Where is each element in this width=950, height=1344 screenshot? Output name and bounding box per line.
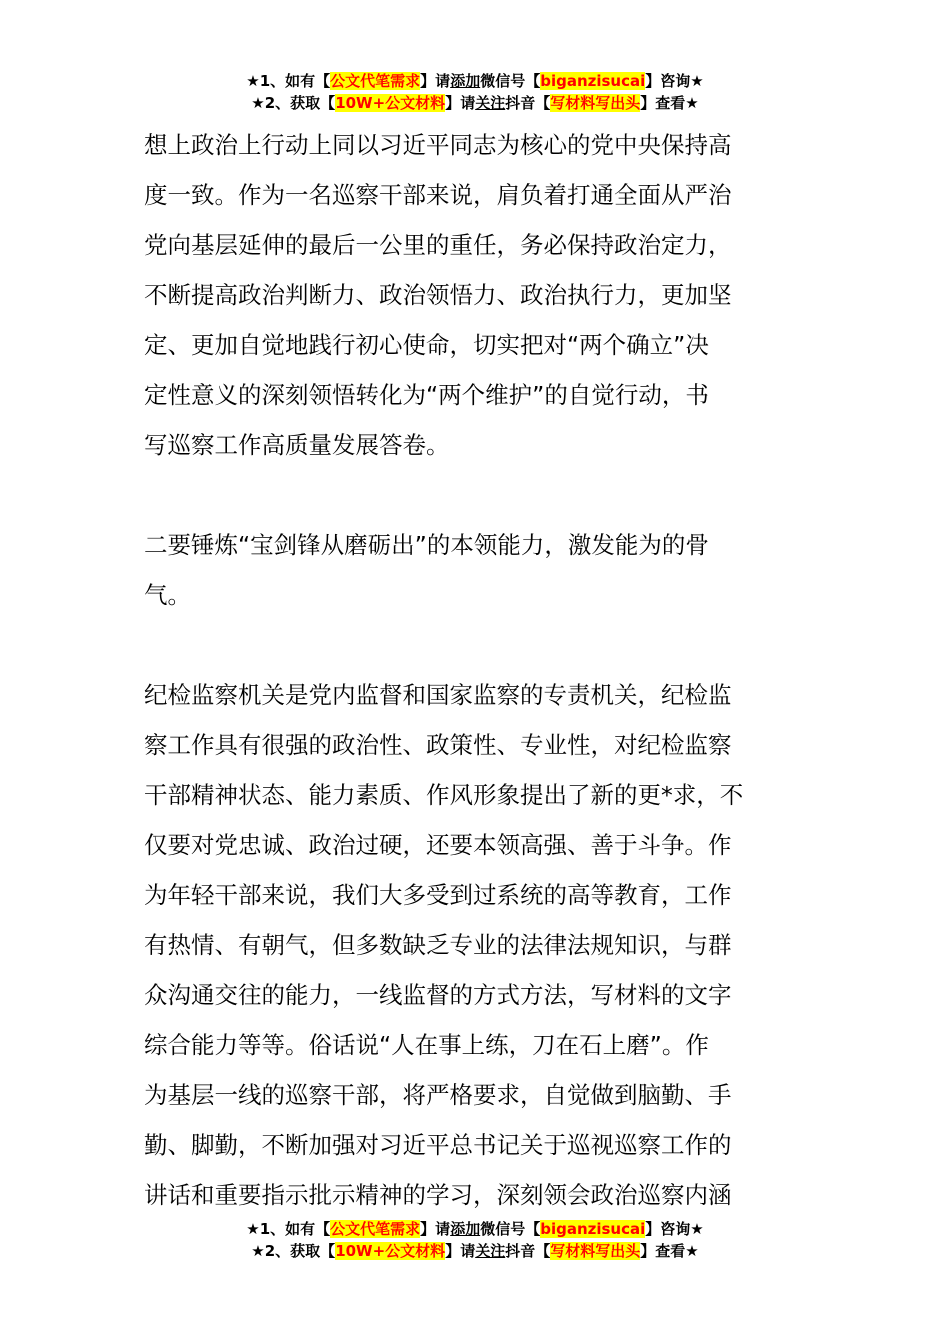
banner-text: 微信号【 [480,72,541,90]
text-line: 定性意义的深刻领悟转化为“两个维护”的自觉行动，书 [144,381,709,409]
text-line: 讲话和重要指示批示精神的学习，深刻领会政治巡察内涵 [144,1181,732,1209]
text-line: 为年轻干部来说，我们大多受到过系统的高等教育，工作 [144,881,732,909]
document-body [144,120,809,1220]
highlight-wechat-id: biganzisucai [540,72,646,90]
paragraph-1 [144,120,809,470]
paragraph-2-heading [144,520,809,620]
text-line: 察工作具有很强的政治性、政策性、专业性，对纪检监察 [144,731,732,759]
bottom-banner [0,1218,950,1262]
highlight-materials: 10W+公文材料 [335,1242,446,1260]
text-line: 写巡察工作高质量发展答卷。 [144,431,450,459]
banner-text: 抖音【 [505,1242,551,1260]
text-line: 众沟通交往的能力，一线监督的方式方法，写材料的文字 [144,981,732,1009]
text-line: 二要锤炼“宝剑锋从磨砺出”的本领能力，激发能为的骨 [144,531,709,559]
text-line: 有热情、有朝气，但多数缺乏专业的法律法规知识，与群 [144,931,732,959]
banner-line-1 [0,1218,950,1240]
text-line: 不断提高政治判断力、政治领悟力、政治执行力，更加坚 [144,281,732,309]
highlight-materials: 10W+公文材料 [335,94,446,112]
highlight-service: 公文代笔需求 [330,1220,421,1238]
banner-line-2 [0,1240,950,1262]
text-line: 气。 [144,581,191,609]
banner-underlined-text: 关注 [475,1242,506,1260]
text-line: 仅要对党忠诚、政治过硬，还要本领高强、善于斗争。作 [144,831,732,859]
highlight-wechat-id: biganzisucai [540,1220,646,1238]
banner-text: 】请 [420,72,451,90]
banner-text: 】请 [445,1242,476,1260]
banner-underlined-text: 添加 [450,72,481,90]
paragraph-3 [144,670,809,1220]
text-line: 想上政治上行动上同以习近平同志为核心的党中央保持高 [144,131,732,159]
top-banner [0,70,950,114]
banner-text: ★1、如有【 [246,1220,331,1238]
text-line: 定、更加自觉地践行初心使命，切实把对“两个确立”决 [144,331,709,359]
banner-text: 】请 [420,1220,451,1238]
text-line: 为基层一线的巡察干部，将严格要求，自觉做到脑勤、手 [144,1081,732,1109]
text-line: 度一致。作为一名巡察干部来说，肩负着打通全面从严治 [144,181,732,209]
highlight-douyin-account: 写材料写出头 [550,94,641,112]
paragraph-gap [144,620,809,670]
banner-text: 】查看★ [640,1242,699,1260]
banner-text: 】咨询★ [645,1220,704,1238]
banner-underlined-text: 添加 [450,1220,481,1238]
highlight-service: 公文代笔需求 [330,72,421,90]
text-line: 综合能力等等。俗话说“人在事上练，刀在石上磨”。作 [144,1031,709,1059]
banner-text: 】咨询★ [645,72,704,90]
paragraph-gap [144,470,809,520]
banner-text: 】查看★ [640,94,699,112]
banner-line-2 [0,92,950,114]
banner-text: ★1、如有【 [246,72,331,90]
banner-text: ★2、获取【 [251,1242,336,1260]
banner-text: 抖音【 [505,94,551,112]
text-line: 党向基层延伸的最后一公里的重任，务必保持政治定力， [144,231,732,259]
banner-underlined-text: 关注 [475,94,506,112]
text-line: 纪检监察机关是党内监督和国家监察的专责机关，纪检监 [144,681,732,709]
text-line: 干部精神状态、能力素质、作风形象提出了新的更*求，不 [144,781,744,809]
banner-text: 】请 [445,94,476,112]
text-line: 勤、脚勤，不断加强对习近平总书记关于巡视巡察工作的 [144,1131,732,1159]
banner-text: ★2、获取【 [251,94,336,112]
banner-line-1 [0,70,950,92]
banner-text: 微信号【 [480,1220,541,1238]
highlight-douyin-account: 写材料写出头 [550,1242,641,1260]
